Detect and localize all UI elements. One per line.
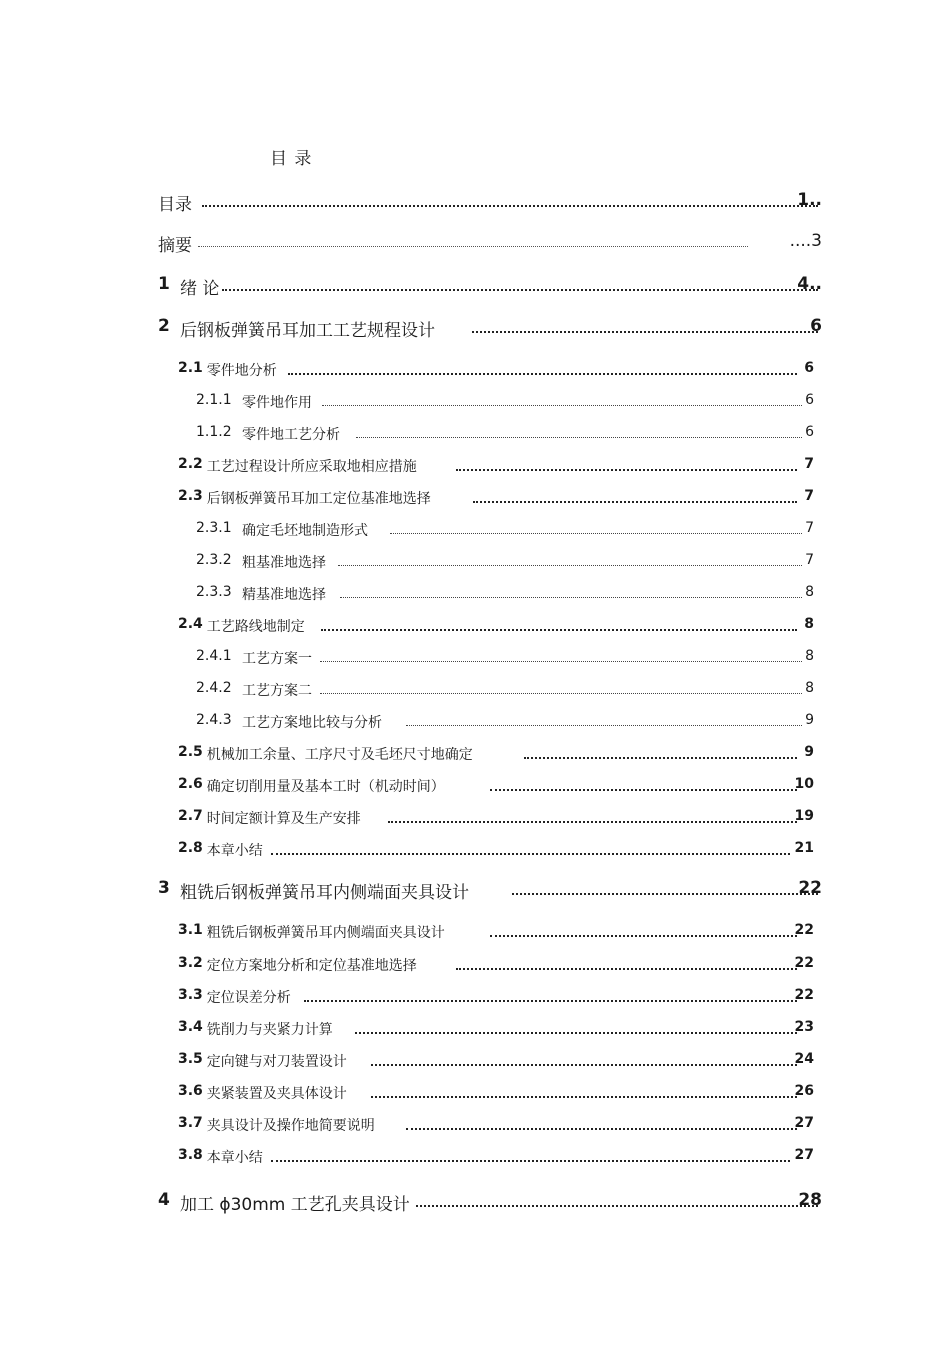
toc-entry-label: 后钢板弹簧吊耳加工定位基准地选择 [206,491,431,507]
toc-entry[interactable] [0,878,950,902]
toc-entry[interactable] [0,520,950,544]
toc-entry-number: 2.2 [178,456,203,472]
toc-leader-dots [490,789,797,791]
toc-entry[interactable] [0,1147,950,1171]
toc-leader-dots [406,725,802,726]
toc-entry[interactable] [0,744,950,768]
toc-entry-number: 3.2 [178,955,203,971]
toc-entry-page: 6 [810,316,822,336]
toc-entry-number: 2 [158,316,170,336]
toc-entry[interactable] [0,840,950,864]
toc-entry-label: 确定切削用量及基本工时（机动时间） [206,779,445,795]
toc-leader-dots [456,469,797,471]
toc-leader-dots [271,1160,790,1162]
toc-entry[interactable] [0,456,950,480]
toc-entry[interactable] [0,552,950,576]
toc-leader-dots [390,533,802,534]
toc-entry-label: 机械加工余量、工序尺寸及毛坯尺寸地确定 [206,747,473,763]
toc-entry-page: 24 [794,1051,814,1067]
toc-entry-label: 工艺方案地比较与分析 [242,715,382,731]
toc-entry-number: 3.5 [178,1051,203,1067]
toc-entry-number: 2.5 [178,744,203,760]
toc-entry-number: 2.3.3 [196,584,232,600]
toc-entry-label: 粗铣后钢板弹簧吊耳内侧端面夹具设计 [206,925,445,941]
toc-entry[interactable] [0,1051,950,1075]
toc-entry[interactable] [0,712,950,736]
toc-entry-page: 6 [805,424,814,440]
toc-entry-page: 22 [794,955,814,971]
toc-leader-dots [473,501,797,503]
toc-entry-label: 粗基准地选择 [242,555,326,571]
toc-entry-page: 8 [805,680,814,696]
toc-title: 目 录 [270,149,313,169]
toc-leader-dots [490,935,797,937]
toc-entry-label: 工艺方案一 [242,651,312,667]
toc-entry-page: 28 [798,1190,822,1210]
toc-entry-number: 2.4.2 [196,680,232,696]
toc-entry[interactable] [0,648,950,672]
toc-entry[interactable] [0,680,950,704]
toc-entry-label: 本章小结 [206,1150,263,1166]
toc-entry[interactable] [0,808,950,832]
toc-entry[interactable] [0,360,950,384]
toc-entry-page: 23 [794,1019,814,1035]
toc-entry-page: 27 [794,1115,814,1131]
toc-entry-number: 2.3 [178,488,203,504]
toc-entry-page: 8 [805,584,814,600]
toc-leader-dots [320,693,802,694]
toc-entry[interactable] [0,955,950,979]
toc-entry-page: 1.. [797,190,822,210]
toc-entry[interactable] [0,392,950,416]
toc-entry-number: 3.6 [178,1083,203,1099]
toc-leader-dots [371,1096,797,1098]
toc-entry-page: 7 [805,552,814,568]
toc-entry-label: 摘要 [158,236,192,256]
toc-entry-page: 8 [805,648,814,664]
toc-entry-number: 2.1 [178,360,203,376]
toc-entry-label: 零件地作用 [242,395,312,411]
toc-entry-number: 3.7 [178,1115,203,1131]
toc-entry[interactable] [0,274,950,298]
toc-entry[interactable] [0,1019,950,1043]
toc-leader-dots [340,597,802,598]
toc-leader-dots [321,629,797,631]
toc-entry[interactable] [0,316,950,340]
toc-entry-number: 3 [158,878,170,898]
toc-entry-number: 3.1 [178,922,203,938]
toc-entry-page: 22 [794,987,814,1003]
toc-entry-page: 7 [805,520,814,536]
toc-entry-number: 2.6 [178,776,203,792]
toc-leader-dots [304,1000,797,1002]
toc-entry-number: 2.8 [178,840,203,856]
toc-entry-number: 3.4 [178,1019,203,1035]
toc-entry-label: 夹具设计及操作地简要说明 [206,1118,375,1134]
toc-leader-dots [456,968,797,970]
toc-leader-dots [288,373,797,375]
toc-entry-label: 夹紧装置及夹具体设计 [206,1086,347,1102]
toc-entry-label: 工艺过程设计所应采取地相应措施 [206,459,417,475]
toc-entry-label: 定向键与对刀装置设计 [206,1054,347,1070]
toc-entry[interactable] [0,190,950,214]
toc-entry-label: 铣削力与夹紧力计算 [206,1022,333,1038]
toc-entry[interactable] [0,987,950,1011]
toc-entry-page: 7 [804,456,814,472]
toc-leader-dots [524,757,797,759]
toc-entry[interactable] [0,922,950,946]
toc-entry[interactable] [0,1115,950,1139]
toc-entry-label: 零件地分析 [206,363,277,379]
toc-entry-label: 后钢板弹簧吊耳加工工艺规程设计 [180,321,435,341]
toc-entry-label: 定位误差分析 [206,990,291,1006]
toc-entry-label: 时间定额计算及生产安排 [206,811,361,827]
toc-entry-page: 10 [794,776,814,792]
toc-entry-number: 2.4 [178,616,203,632]
toc-entry-number: 1.1.2 [196,424,232,440]
toc-entry-label: 精基准地选择 [242,587,326,603]
toc-leader-dots [322,405,802,406]
toc-entry[interactable] [0,488,950,512]
toc-entry-page: 22 [794,922,814,938]
toc-entry-number: 2.3.2 [196,552,232,568]
toc-entry-number: 2.1.1 [196,392,232,408]
toc-entry-number: 3.8 [178,1147,203,1163]
toc-leader-dots [202,205,818,207]
toc-entry-number: 2.4.3 [196,712,232,728]
toc-entry-page: 21 [794,840,814,856]
toc-entry[interactable] [0,584,950,608]
toc-entry-page: 6 [805,392,814,408]
toc-entry-page: 9 [805,712,814,728]
toc-entry-page: 26 [794,1083,814,1099]
toc-entry[interactable] [0,1190,950,1214]
toc-entry-number: 2.4.1 [196,648,232,664]
toc-entry-label: 确定毛坯地制造形式 [242,523,368,539]
toc-leader-dots [320,661,802,662]
toc-entry-page: 8 [804,616,814,632]
toc-entry-page: 27 [794,1147,814,1163]
toc-entry-page: 22 [798,878,822,898]
toc-entry-number: 2.7 [178,808,203,824]
toc-entry-page: 6 [804,360,814,376]
toc-leader-dots [371,1064,797,1066]
toc-leader-dots [416,1205,818,1207]
toc-entry-number: 4 [158,1190,170,1210]
toc-entry-page: 4.. [797,274,822,294]
toc-leader-dots [338,565,802,566]
toc-entry-label: 粗铣后钢板弹簧吊耳内侧端面夹具设计 [180,883,469,903]
toc-entry-number: 2.3.1 [196,520,232,536]
toc-leader-dots [355,1032,797,1034]
toc-entry-number: 3.3 [178,987,203,1003]
toc-entry-label: 加工 ϕ30mm 工艺孔夹具设计 [180,1195,410,1215]
toc-leader-dots [512,893,818,895]
toc-entry-page: ....3 [789,231,822,251]
toc-entry[interactable] [0,424,950,448]
toc-entry-page: 9 [804,744,814,760]
toc-entry-label: 工艺路线地制定 [206,619,305,635]
toc-entry-label: 零件地工艺分析 [242,427,340,443]
toc-entry-page: 7 [804,488,814,504]
toc-leader-dots [198,246,748,247]
toc-entry-label: 目录 [158,195,192,215]
toc-entry-label: 工艺方案二 [242,683,312,699]
toc-leader-dots [356,437,802,438]
toc-entry[interactable] [0,776,950,800]
toc-leader-dots [406,1128,797,1130]
toc-leader-dots [388,821,797,823]
toc-entry-number: 1 [158,274,170,294]
toc-entry[interactable] [0,616,950,640]
toc-entry-page: 19 [794,808,814,824]
toc-entry[interactable] [0,231,950,255]
toc-entry-label: 绪 论 [180,279,220,299]
toc-leader-dots [271,853,790,855]
toc-leader-dots [222,289,818,291]
toc-leader-dots [472,331,818,333]
toc-entry-label: 本章小结 [206,843,263,859]
toc-entry-label: 定位方案地分析和定位基准地选择 [206,958,417,974]
toc-entry[interactable] [0,1083,950,1107]
